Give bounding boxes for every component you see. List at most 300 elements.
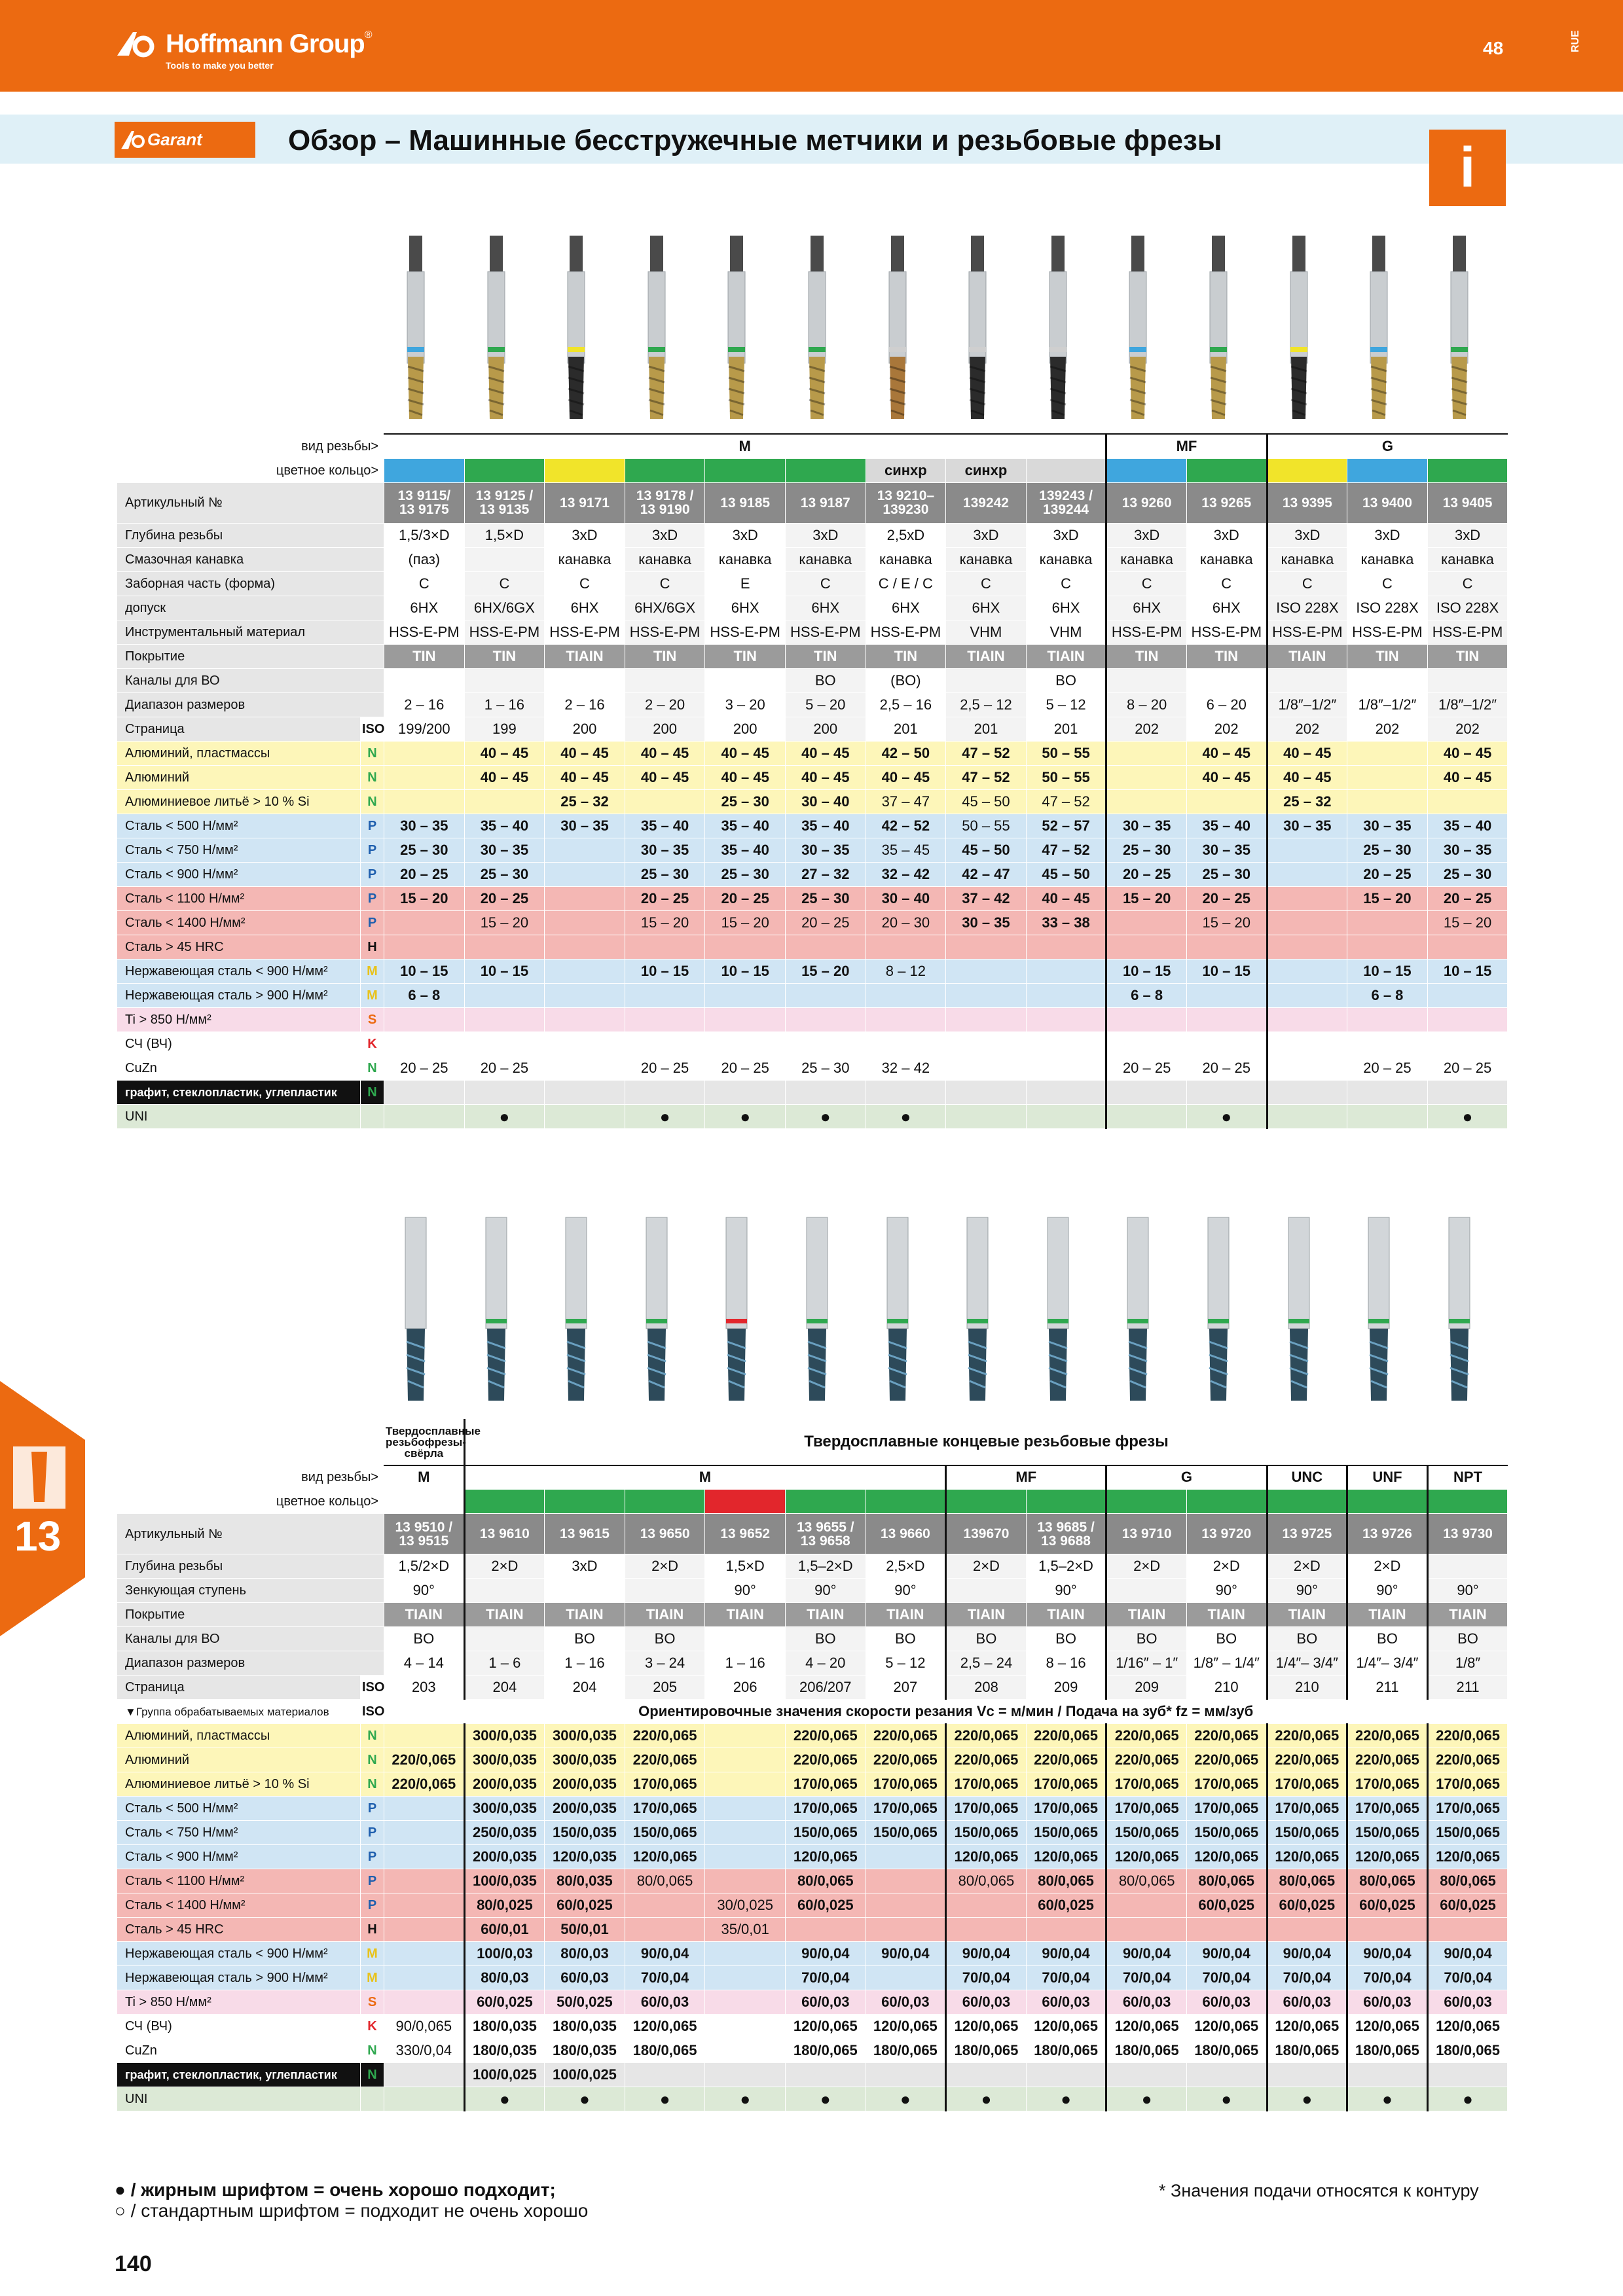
material-name: Сталь < 500 Н/мм² xyxy=(117,1797,361,1821)
speed-value: 300/0,035 xyxy=(545,1724,625,1748)
iso-code: M xyxy=(361,1942,384,1966)
speed-value: 180/0,065 xyxy=(946,2039,1027,2063)
speed-value: 15 – 20 xyxy=(625,910,705,935)
speed-value: 20 – 25 xyxy=(1347,862,1428,886)
material-row xyxy=(117,789,1508,814)
spec-page: 207 xyxy=(866,1676,946,1700)
iso-code: P xyxy=(361,814,384,838)
material-row xyxy=(117,741,1508,765)
speed-value xyxy=(705,1821,786,1845)
row-label-groove: Смазочная канавка xyxy=(117,547,384,571)
speeds-header-row xyxy=(117,1700,1508,1724)
speed-value: 170/0,065 xyxy=(1427,1797,1508,1821)
thread-type: M xyxy=(464,1465,946,1490)
spec-csink xyxy=(625,1579,705,1603)
speed-value xyxy=(545,959,625,983)
article-number: 13 9125 / 13 9135 xyxy=(464,482,545,523)
uni-dot: ● xyxy=(464,1104,545,1128)
material-row xyxy=(117,1942,1508,1966)
spec-groove: канавка xyxy=(1186,547,1267,571)
speed-value: 220/0,065 xyxy=(785,1724,866,1748)
spec-coat: TIN xyxy=(785,644,866,668)
speed-value xyxy=(785,2063,866,2087)
speed-value: 100/0,03 xyxy=(464,1942,545,1966)
article-number: 139670 xyxy=(946,1514,1027,1554)
speed-value: 25 – 32 xyxy=(545,789,625,814)
speed-value xyxy=(1026,959,1106,983)
iso-code: H xyxy=(361,1918,384,1942)
speed-value xyxy=(384,1007,465,1031)
speed-value: 30 – 35 xyxy=(1427,838,1508,862)
spec-depth: 3xD xyxy=(545,1554,625,1579)
spec-cool xyxy=(705,668,786,692)
speed-value: 42 – 52 xyxy=(866,814,946,838)
speed-value: 180/0,065 xyxy=(1427,2039,1508,2063)
speed-value xyxy=(1026,2063,1106,2087)
speed-value: 10 – 15 xyxy=(464,959,545,983)
spec-depth: 2×D xyxy=(1106,1554,1187,1579)
speed-value: 120/0,065 xyxy=(946,1845,1027,1869)
iso-code: M xyxy=(361,983,384,1007)
speed-value xyxy=(1106,910,1187,935)
tap-tool-icon xyxy=(871,232,924,422)
material-name: Нержавеющая сталь > 900 Н/мм² xyxy=(117,983,361,1007)
spec-cool xyxy=(946,668,1027,692)
spec-coat: TIAIN xyxy=(1427,1603,1508,1627)
speed-value: 220/0,065 xyxy=(785,1748,866,1772)
spec-lead: C xyxy=(1427,571,1508,596)
speed-value: 90/0,04 xyxy=(1026,1942,1106,1966)
spec-cool: BO xyxy=(1267,1627,1347,1651)
color-ring-green xyxy=(545,1490,625,1514)
speed-value: 150/0,065 xyxy=(1427,1821,1508,1845)
speed-value xyxy=(384,1990,465,2015)
iso-code: N xyxy=(361,1772,384,1797)
row-label-range: Диапазон размеров xyxy=(117,1651,384,1676)
material-name: Сталь < 750 Н/мм² xyxy=(117,838,361,862)
speed-value: 60/0,025 xyxy=(464,1990,545,2015)
tap-tool-icon xyxy=(470,232,522,422)
speed-value xyxy=(946,959,1027,983)
speed-value: 70/0,04 xyxy=(1106,1966,1187,1990)
speed-value xyxy=(1427,1918,1508,1942)
speed-value: 10 – 15 xyxy=(1186,959,1267,983)
material-name: Алюминий xyxy=(117,765,361,789)
color-ring-green xyxy=(625,458,705,482)
spec-cool xyxy=(384,668,465,692)
spec-lead: C xyxy=(1186,571,1267,596)
speed-value xyxy=(785,1031,866,1056)
spec-page: 202 xyxy=(1106,717,1187,741)
spec-depth: 3xD xyxy=(1347,523,1428,547)
speed-value xyxy=(866,1007,946,1031)
speed-value: 170/0,065 xyxy=(625,1797,705,1821)
language-code: RUE xyxy=(1570,30,1581,52)
uni-dot: ● xyxy=(1427,2087,1508,2111)
speed-value xyxy=(1427,2063,1508,2087)
speed-value: 150/0,065 xyxy=(1267,1821,1347,1845)
color-ring-green xyxy=(1106,1490,1187,1514)
speed-value: 25 – 30 xyxy=(785,886,866,910)
thread-mill-icon xyxy=(630,1214,683,1404)
article-number: 13 9260 xyxy=(1106,482,1187,523)
speed-value: 20 – 25 xyxy=(625,1056,705,1080)
speed-value: 180/0,065 xyxy=(1186,2039,1267,2063)
speed-value: 80/0,065 xyxy=(946,1869,1027,1893)
speed-value: 20 – 25 xyxy=(464,1056,545,1080)
spec-cool xyxy=(464,1627,545,1651)
speed-value: 33 – 38 xyxy=(1026,910,1106,935)
spec-coat: TIN xyxy=(1106,644,1187,668)
material-name: Нержавеющая сталь < 900 Н/мм² xyxy=(117,959,361,983)
taps-table xyxy=(117,433,1508,1129)
speed-value: 30 – 35 xyxy=(946,910,1027,935)
speed-value: 25 – 30 xyxy=(1186,862,1267,886)
speed-value: 30 – 35 xyxy=(785,838,866,862)
spec-range: 5 – 12 xyxy=(866,1651,946,1676)
spec-coat: TIN xyxy=(866,644,946,668)
speed-value: 220/0,065 xyxy=(1186,1748,1267,1772)
speed-value xyxy=(1026,1056,1106,1080)
spec-page: 200 xyxy=(705,717,786,741)
speed-value: 32 – 42 xyxy=(866,862,946,886)
spec-page: 204 xyxy=(464,1676,545,1700)
iso-code: N xyxy=(361,1056,384,1080)
speed-value xyxy=(705,983,786,1007)
speed-value: 30 – 35 xyxy=(1186,838,1267,862)
speed-value: 120/0,065 xyxy=(1186,2015,1267,2039)
row-label-thread: вид резьбы> xyxy=(117,1465,384,1490)
speed-value: 40 – 45 xyxy=(1427,741,1508,765)
chapter-number: 13 xyxy=(14,1513,62,1560)
speed-value: 40 – 45 xyxy=(1186,765,1267,789)
speed-value: 6 – 8 xyxy=(1106,983,1187,1007)
color-ring-green xyxy=(625,1490,705,1514)
speed-value xyxy=(705,1031,786,1056)
spec-depth: 1,5–2×D xyxy=(1026,1554,1106,1579)
uni-dot: ● xyxy=(866,2087,946,2111)
material-row xyxy=(117,1918,1508,1942)
spec-csink: 90° xyxy=(1267,1579,1347,1603)
speed-value xyxy=(625,1007,705,1031)
spec-tol: 6HX xyxy=(545,596,625,620)
speed-value: 80/0,065 xyxy=(1267,1869,1347,1893)
spec-range: 2,5 – 16 xyxy=(866,692,946,717)
speed-value xyxy=(1026,1007,1106,1031)
speed-value: 60/0,025 xyxy=(1026,1893,1106,1918)
speed-value: 40 – 45 xyxy=(705,741,786,765)
iso-header: ISO xyxy=(361,1700,384,1724)
iso-code: K xyxy=(361,2015,384,2039)
group-head-row xyxy=(117,1420,1508,1465)
speed-value xyxy=(1267,1918,1347,1942)
speed-value: 90/0,04 xyxy=(785,1942,866,1966)
speed-value: 25 – 30 xyxy=(705,862,786,886)
speed-value: 20 – 25 xyxy=(464,886,545,910)
speed-value xyxy=(785,1007,866,1031)
speed-value: 180/0,065 xyxy=(1026,2039,1106,2063)
speed-value xyxy=(384,1845,465,1869)
spec-cool: BO xyxy=(1106,1627,1187,1651)
speed-value xyxy=(946,935,1027,959)
row-thread xyxy=(117,434,1508,458)
speed-value: 10 – 15 xyxy=(384,959,465,983)
speed-value xyxy=(1186,935,1267,959)
speed-value xyxy=(946,2063,1027,2087)
brand-registered: ® xyxy=(364,29,373,41)
speed-value: 120/0,035 xyxy=(545,1845,625,1869)
speed-value xyxy=(785,1080,866,1104)
spec-cool: BO xyxy=(1026,668,1106,692)
speed-value: 20 – 25 xyxy=(785,910,866,935)
top-page-number: 48 xyxy=(1483,38,1504,58)
speed-value xyxy=(1267,886,1347,910)
speed-value: 20 – 25 xyxy=(1427,1056,1508,1080)
uni-dot: ● xyxy=(545,2087,625,2111)
spec-range: 5 – 20 xyxy=(785,692,866,717)
spec-groove: канавка xyxy=(545,547,625,571)
iso-code: P xyxy=(361,886,384,910)
speed-value: 15 – 20 xyxy=(705,910,786,935)
color-ring-green xyxy=(705,458,786,482)
speed-value: 27 – 32 xyxy=(785,862,866,886)
speed-value: 20 – 25 xyxy=(1347,1056,1428,1080)
speed-value: 120/0,065 xyxy=(1427,1845,1508,1869)
speed-value: 170/0,065 xyxy=(1427,1772,1508,1797)
iso-code: N xyxy=(361,741,384,765)
spec-coat: TIAIN xyxy=(946,644,1027,668)
speed-value: 25 – 30 xyxy=(1427,862,1508,886)
spec-lead: C xyxy=(545,571,625,596)
speed-value: 20 – 25 xyxy=(384,862,465,886)
uni-dot: ● xyxy=(866,1104,946,1128)
speed-value: 220/0,065 xyxy=(866,1724,946,1748)
thread-type: MF xyxy=(1106,434,1267,458)
row-ring xyxy=(117,458,1508,482)
color-ring-green xyxy=(785,458,866,482)
article-number: 13 9726 xyxy=(1347,1514,1428,1554)
speed-value: 150/0,065 xyxy=(1106,1821,1187,1845)
speed-value: 300/0,035 xyxy=(545,1748,625,1772)
spec-coat: TIAIN xyxy=(946,1603,1027,1627)
speed-value xyxy=(705,2015,786,2039)
tap-tool-icon xyxy=(951,232,1004,422)
speed-value xyxy=(705,1007,786,1031)
speed-value xyxy=(1186,983,1267,1007)
speed-value: 60/0,025 xyxy=(1347,1893,1428,1918)
material-row xyxy=(117,1893,1508,1918)
speed-value: 40 – 45 xyxy=(1267,765,1347,789)
spec-csink xyxy=(464,1579,545,1603)
spec-lead: C xyxy=(384,571,465,596)
row-label-mat: Инструментальный материал xyxy=(117,620,384,644)
thread-mill-icon xyxy=(710,1214,763,1404)
spec-groove: канавка xyxy=(785,547,866,571)
spec-range: 8 – 20 xyxy=(1106,692,1187,717)
speed-value xyxy=(1347,935,1428,959)
speed-value: 200/0,035 xyxy=(545,1772,625,1797)
speed-value: 35 – 40 xyxy=(785,814,866,838)
spec-depth: 3xD xyxy=(545,523,625,547)
speed-value: 40 – 45 xyxy=(1026,886,1106,910)
speed-value xyxy=(1347,1918,1428,1942)
speed-value: 60/0,03 xyxy=(625,1990,705,2015)
speed-value: 15 – 20 xyxy=(1347,886,1428,910)
thread-type: M xyxy=(384,1465,465,1490)
speed-value xyxy=(384,1966,465,1990)
material-name: Алюминий, пластмассы xyxy=(117,741,361,765)
speed-value: 170/0,065 xyxy=(1026,1797,1106,1821)
speed-value xyxy=(545,1056,625,1080)
material-row xyxy=(117,2063,1508,2087)
speed-value: 220/0,065 xyxy=(1026,1748,1106,1772)
speed-value: 20 – 25 xyxy=(384,1056,465,1080)
speed-value: 170/0,065 xyxy=(866,1797,946,1821)
speed-value: 70/0,04 xyxy=(625,1966,705,1990)
speed-value: 60/0,025 xyxy=(1267,1893,1347,1918)
article-number: 139243 / 139244 xyxy=(1026,482,1106,523)
speed-value xyxy=(1347,789,1428,814)
speed-value xyxy=(625,1080,705,1104)
spec-page: 208 xyxy=(946,1676,1027,1700)
tap-tool-icon xyxy=(1112,232,1164,422)
color-ring-green xyxy=(1186,458,1267,482)
speed-value: 120/0,065 xyxy=(1106,2015,1187,2039)
material-row xyxy=(117,1821,1508,1845)
speed-value: 10 – 15 xyxy=(1347,959,1428,983)
spec-cool: BO xyxy=(1186,1627,1267,1651)
spec-range: 2,5 – 24 xyxy=(946,1651,1027,1676)
speed-value xyxy=(1026,983,1106,1007)
spec-mat: HSS-E-PM xyxy=(866,620,946,644)
speed-value xyxy=(1186,1007,1267,1031)
spec-range: 2 – 16 xyxy=(545,692,625,717)
spec-groove: канавка xyxy=(946,547,1027,571)
thread-type: MF xyxy=(946,1465,1106,1490)
spec-depth: 2,5×D xyxy=(866,1554,946,1579)
speed-value: 35 – 40 xyxy=(1186,814,1267,838)
iso-code: P xyxy=(361,910,384,935)
speed-value xyxy=(464,789,545,814)
speed-value: 15 – 20 xyxy=(1186,910,1267,935)
speed-value: 120/0,065 xyxy=(625,1845,705,1869)
speed-value: 32 – 42 xyxy=(866,1056,946,1080)
speed-value xyxy=(705,1845,786,1869)
iso-code: N xyxy=(361,1748,384,1772)
row-tol xyxy=(117,596,1508,620)
material-name: CuZn xyxy=(117,2039,361,2063)
spec-csink: 90° xyxy=(705,1579,786,1603)
speed-value xyxy=(464,1007,545,1031)
speed-value: 220/0,065 xyxy=(1106,1748,1187,1772)
spec-depth: 3xD xyxy=(785,523,866,547)
speed-value: 120/0,065 xyxy=(1427,2015,1508,2039)
spec-mat: HSS-E-PM xyxy=(1186,620,1267,644)
speed-value xyxy=(1106,741,1187,765)
iso-code: N xyxy=(361,1080,384,1104)
speed-value: 80/0,065 xyxy=(1106,1869,1187,1893)
material-row xyxy=(117,1007,1508,1031)
spec-coat: TIN xyxy=(625,644,705,668)
speed-value: 150/0,065 xyxy=(1347,1821,1428,1845)
speed-value: 170/0,065 xyxy=(1267,1772,1347,1797)
speed-value: 170/0,065 xyxy=(785,1772,866,1797)
row-label-ring: цветное кольцо> xyxy=(117,1490,384,1514)
spec-coat: TIN xyxy=(1427,644,1508,668)
speed-value xyxy=(384,935,465,959)
speed-value: 40 – 45 xyxy=(785,765,866,789)
speed-value: 90/0,065 xyxy=(384,2015,465,2039)
spec-coat: TIAIN xyxy=(545,1603,625,1627)
speed-value: 40 – 45 xyxy=(866,765,946,789)
iso-code xyxy=(361,1104,384,1128)
speed-value: 300/0,035 xyxy=(464,1797,545,1821)
speed-value: 15 – 20 xyxy=(384,886,465,910)
color-ring-green xyxy=(1026,1490,1106,1514)
material-name: CuZn xyxy=(117,1056,361,1080)
iso-code: P xyxy=(361,1797,384,1821)
spec-mat: HSS-E-PM xyxy=(705,620,786,644)
spec-groove: канавка xyxy=(625,547,705,571)
speed-value: 42 – 47 xyxy=(946,862,1027,886)
speed-value: 45 – 50 xyxy=(1026,862,1106,886)
speed-value xyxy=(1186,1080,1267,1104)
speed-value xyxy=(1267,2063,1347,2087)
thread-mill-icon xyxy=(951,1214,1004,1404)
spec-page: 201 xyxy=(946,717,1027,741)
spec-page: 210 xyxy=(1186,1676,1267,1700)
speed-value: 40 – 45 xyxy=(464,741,545,765)
spec-csink: 90° xyxy=(1427,1579,1508,1603)
speed-value: 20 – 25 xyxy=(1106,1056,1187,1080)
spec-range: 3 – 20 xyxy=(705,692,786,717)
row-label-coat: Покрытие xyxy=(117,644,384,668)
spec-range: 1/8″–1/2″ xyxy=(1347,692,1428,717)
speed-value xyxy=(384,1893,465,1918)
material-row xyxy=(117,935,1508,959)
speed-value xyxy=(1106,1893,1187,1918)
material-row xyxy=(117,910,1508,935)
iso-code: M xyxy=(361,959,384,983)
spec-cool: BO xyxy=(625,1627,705,1651)
spec-range: 6 – 20 xyxy=(1186,692,1267,717)
uni-dot: ● xyxy=(464,2087,545,2111)
spec-cool xyxy=(1347,668,1428,692)
speed-value: 40 – 45 xyxy=(1186,741,1267,765)
speed-value: 220/0,065 xyxy=(866,1748,946,1772)
speed-value xyxy=(1267,983,1347,1007)
speed-value: 25 – 30 xyxy=(384,838,465,862)
material-name: UNI xyxy=(117,1104,361,1128)
material-name: Сталь > 45 HRC xyxy=(117,935,361,959)
speed-value xyxy=(545,862,625,886)
speed-value: 20 – 25 xyxy=(1186,886,1267,910)
spec-range: 8 – 16 xyxy=(1026,1651,1106,1676)
spec-page: 204 xyxy=(545,1676,625,1700)
spec-csink xyxy=(1106,1579,1187,1603)
spec-groove: (паз) xyxy=(384,547,465,571)
speed-value xyxy=(625,935,705,959)
uni-dot: ● xyxy=(1427,1104,1508,1128)
thread-mill-icon xyxy=(1433,1214,1486,1404)
color-ring-red xyxy=(705,1490,786,1514)
speed-value: 120/0,065 xyxy=(1026,2015,1106,2039)
hoffmann-logo-icon xyxy=(115,29,160,60)
thread-type: NPT xyxy=(1427,1465,1508,1490)
row-label-ring: цветное кольцо> xyxy=(117,458,384,482)
spec-depth: 3xD xyxy=(1267,523,1347,547)
speed-value: 220/0,065 xyxy=(1347,1748,1428,1772)
